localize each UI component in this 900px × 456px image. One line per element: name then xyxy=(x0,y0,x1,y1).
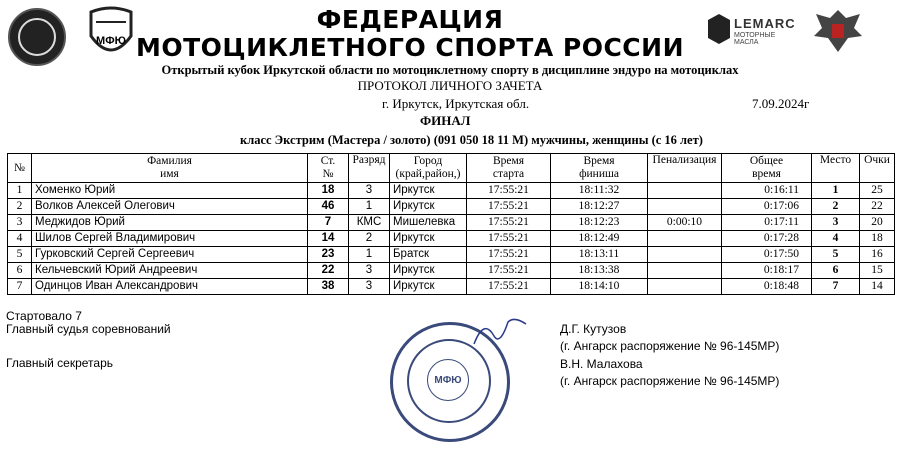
cell-city: Иркутск xyxy=(390,199,467,215)
cell-name: Гурковский Сергей Сергеевич xyxy=(32,247,308,263)
cell-total: 0:16:11 xyxy=(722,183,812,199)
stage-title: ФИНАЛ xyxy=(420,113,471,128)
col-name: Фамилия имя xyxy=(32,154,308,183)
cell-rank: 3 xyxy=(349,263,390,279)
cell-name: Шилов Сергей Владимирович xyxy=(32,231,308,247)
table-row xyxy=(8,183,895,199)
title-line1: ФЕДЕРАЦИЯ xyxy=(316,5,504,34)
cell-t-finish: 18:14:10 xyxy=(551,279,648,295)
cell-rank: 3 xyxy=(349,183,390,199)
col-start-num: Ст. № xyxy=(308,154,349,183)
cell-penalty xyxy=(648,183,722,199)
cell-city: Мишелевка xyxy=(390,215,467,231)
event-date: 7.09.2024г xyxy=(752,96,810,111)
table-row xyxy=(8,215,895,231)
cell-rank: 3 xyxy=(349,279,390,295)
lemarc-logo xyxy=(706,12,798,48)
col-penalty: Пенализация xyxy=(648,154,722,183)
cell-place: 1 xyxy=(812,183,860,199)
cell-num: 4 xyxy=(8,231,32,247)
cell-t-start: 17:55:21 xyxy=(467,231,551,247)
cell-start: 46 xyxy=(308,199,349,215)
secretary-order: (г. Ангарск распоряжение № 96-145МР) xyxy=(560,374,780,388)
table-row xyxy=(8,247,895,263)
cell-points: 18 xyxy=(860,231,895,247)
cell-t-finish: 18:11:32 xyxy=(551,183,648,199)
secretary-name: В.Н. Малахова xyxy=(560,357,643,371)
cell-rank: КМС xyxy=(349,215,390,231)
cell-t-start: 17:55:21 xyxy=(467,247,551,263)
cell-rank: 1 xyxy=(349,247,390,263)
cell-name: Хоменко Юрий xyxy=(32,183,308,199)
cell-place: 7 xyxy=(812,279,860,295)
cell-penalty xyxy=(648,199,722,215)
class-line: класс Экстрим (Мастера / золото) (091 050 18 11 М) мужчины, женщины (с 16 лет) xyxy=(240,133,703,147)
table-row xyxy=(8,263,895,279)
cell-num: 6 xyxy=(8,263,32,279)
chief-judge-label: Главный судья соревнований xyxy=(6,322,171,336)
col-points: Очки xyxy=(860,154,895,183)
judge-name: Д.Г. Кутузов xyxy=(560,322,627,336)
cell-num: 5 xyxy=(8,247,32,263)
cell-penalty xyxy=(648,279,722,295)
cell-city: Иркутск xyxy=(390,279,467,295)
eagle-emblem xyxy=(808,4,868,58)
sponsor-name: LEMARC xyxy=(734,16,796,31)
protocol-title: ПРОТОКОЛ ЛИЧНОГО ЗАЧЕТА xyxy=(357,78,543,93)
cell-points: 14 xyxy=(860,279,895,295)
cell-name: Одинцов Иван Александрович xyxy=(32,279,308,295)
cell-t-start: 17:55:21 xyxy=(467,279,551,295)
cell-name: Меджидов Юрий xyxy=(32,215,308,231)
federation-logo xyxy=(8,8,66,66)
cell-t-finish: 18:13:38 xyxy=(551,263,648,279)
sponsor-subtitle: МОТОРНЫЕ МАСЛА xyxy=(734,32,776,46)
cell-t-start: 17:55:21 xyxy=(467,199,551,215)
cell-place: 3 xyxy=(812,215,860,231)
cell-total: 0:18:48 xyxy=(722,279,812,295)
cell-rank: 1 xyxy=(349,199,390,215)
cell-penalty: 0:00:10 xyxy=(648,215,722,231)
cell-total: 0:17:11 xyxy=(722,215,812,231)
cell-total: 0:17:28 xyxy=(722,231,812,247)
table-header-row xyxy=(8,154,895,183)
cell-start: 7 xyxy=(308,215,349,231)
cell-penalty xyxy=(648,263,722,279)
cell-t-finish: 18:13:11 xyxy=(551,247,648,263)
cell-start: 38 xyxy=(308,279,349,295)
cell-rank: 2 xyxy=(349,231,390,247)
judge-signature xyxy=(470,314,530,348)
stamp-center-text: МФЮ xyxy=(427,359,469,401)
cell-points: 15 xyxy=(860,263,895,279)
cell-num: 3 xyxy=(8,215,32,231)
cell-total: 0:18:17 xyxy=(722,263,812,279)
cell-t-start: 17:55:21 xyxy=(467,263,551,279)
cell-start: 18 xyxy=(308,183,349,199)
table-row xyxy=(8,199,895,215)
event-place: г. Иркутск, Иркутская обл. xyxy=(382,96,530,111)
cell-place: 2 xyxy=(812,199,860,215)
cell-start: 14 xyxy=(308,231,349,247)
col-total: Общее время xyxy=(722,154,812,183)
cell-name: Кельчевский Юрий Андреевич xyxy=(32,263,308,279)
cell-start: 22 xyxy=(308,263,349,279)
col-rank: Разряд xyxy=(349,154,390,183)
chief-secretary-label: Главный секретарь xyxy=(6,356,113,370)
table-row xyxy=(8,231,895,247)
cell-t-finish: 18:12:49 xyxy=(551,231,648,247)
mfyu-logo-text: МФЮ xyxy=(96,35,126,47)
cell-place: 6 xyxy=(812,263,860,279)
col-finish-time: Время финиша xyxy=(551,154,648,183)
cell-penalty xyxy=(648,247,722,263)
col-place: Место xyxy=(812,154,860,183)
cell-t-finish: 18:12:23 xyxy=(551,215,648,231)
col-city: Город (край,район,) xyxy=(390,154,467,183)
table-row xyxy=(8,279,895,295)
cell-points: 16 xyxy=(860,247,895,263)
started-count: Стартовало 7 xyxy=(6,309,82,323)
cell-city: Иркутск xyxy=(390,263,467,279)
cell-city: Иркутск xyxy=(390,183,467,199)
cell-total: 0:17:50 xyxy=(722,247,812,263)
cell-start: 23 xyxy=(308,247,349,263)
cell-t-start: 17:55:21 xyxy=(467,183,551,199)
cell-place: 5 xyxy=(812,247,860,263)
cell-name: Волков Алексей Олегович xyxy=(32,199,308,215)
col-num: № xyxy=(8,154,32,183)
cell-points: 20 xyxy=(860,215,895,231)
cell-t-finish: 18:12:27 xyxy=(551,199,648,215)
cell-penalty xyxy=(648,231,722,247)
cell-total: 0:17:06 xyxy=(722,199,812,215)
cell-points: 22 xyxy=(860,199,895,215)
cup-title: Открытый кубок Иркутской области по мотоциклетному спорту в дисциплине эндуро на мотоциклах xyxy=(161,63,739,77)
cell-num: 7 xyxy=(8,279,32,295)
cell-num: 2 xyxy=(8,199,32,215)
judge-order: (г. Ангарск распоряжение № 96-145МР) xyxy=(560,339,780,353)
cell-points: 25 xyxy=(860,183,895,199)
mfyu-logo xyxy=(86,6,136,64)
cell-num: 1 xyxy=(8,183,32,199)
results-table xyxy=(7,153,895,295)
cell-place: 4 xyxy=(812,231,860,247)
title-line2: МОТОЦИКЛЕТНОГО СПОРТА РОССИИ xyxy=(135,33,684,62)
cell-city: Братск xyxy=(390,247,467,263)
cell-t-start: 17:55:21 xyxy=(467,215,551,231)
cell-city: Иркутск xyxy=(390,231,467,247)
col-start-time: Время старта xyxy=(467,154,551,183)
